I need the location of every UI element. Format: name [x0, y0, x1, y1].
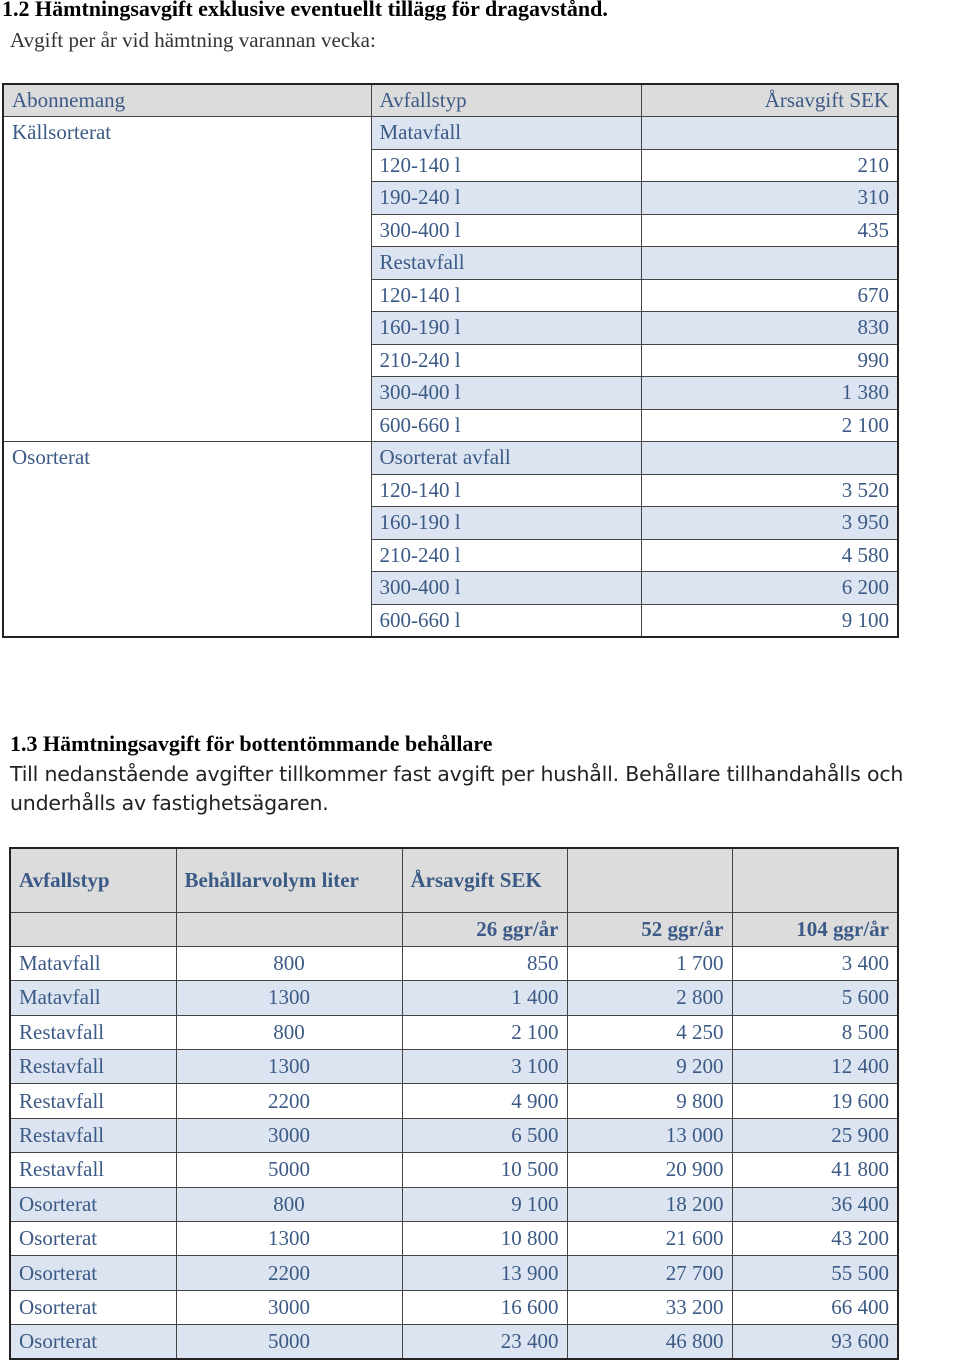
column-header: Avfallstyp	[10, 848, 176, 912]
fee-26-cell: 850	[402, 946, 567, 980]
column-header: Abonnemang	[3, 84, 371, 117]
table-header-row	[10, 848, 898, 912]
table-row	[10, 1290, 898, 1324]
frequency-header	[10, 912, 176, 946]
annual-fee-cell: 210	[641, 149, 898, 182]
annual-fee-table	[2, 83, 899, 638]
fee-52-cell: 9 200	[567, 1050, 732, 1084]
column-header	[567, 848, 732, 912]
container-volume-cell: 2200	[176, 1256, 402, 1290]
waste-type-cell: 190-240 l	[371, 182, 641, 215]
container-volume-cell: 5000	[176, 1153, 402, 1187]
bottom-emptying-fee-table	[9, 847, 899, 1360]
waste-type-cell: 120-140 l	[371, 279, 641, 312]
waste-type-cell: Restavfall	[10, 1050, 176, 1084]
fee-104-cell: 19 600	[732, 1084, 898, 1118]
waste-type-cell: Osorterat	[10, 1325, 176, 1359]
annual-fee-cell: 3 520	[641, 474, 898, 507]
column-header: Avfallstyp	[371, 84, 641, 117]
annual-fee-cell	[641, 247, 898, 280]
fee-104-cell: 3 400	[732, 946, 898, 980]
column-header: Årsavgift SEK	[402, 848, 567, 912]
container-volume-cell: 800	[176, 1187, 402, 1221]
container-volume-cell: 2200	[176, 1084, 402, 1118]
fee-26-cell: 10 500	[402, 1153, 567, 1187]
annual-fee-cell: 6 200	[641, 572, 898, 605]
fee-26-cell: 16 600	[402, 1290, 567, 1324]
container-volume-cell: 800	[176, 1015, 402, 1049]
waste-type-cell: 120-140 l	[371, 474, 641, 507]
table-row	[10, 1153, 898, 1187]
fee-52-cell: 18 200	[567, 1187, 732, 1221]
fee-52-cell: 13 000	[567, 1118, 732, 1152]
frequency-header: 26 ggr/år	[402, 912, 567, 946]
fee-52-cell: 27 700	[567, 1256, 732, 1290]
waste-type-cell: Restavfall	[10, 1118, 176, 1152]
table-row	[10, 1187, 898, 1221]
table-row	[3, 117, 898, 150]
fee-26-cell: 13 900	[402, 1256, 567, 1290]
table-row	[10, 1084, 898, 1118]
waste-type-cell: 300-400 l	[371, 214, 641, 247]
fee-52-cell: 21 600	[567, 1222, 732, 1256]
fee-26-cell: 23 400	[402, 1325, 567, 1359]
table-row	[10, 1050, 898, 1084]
column-header: Behållarvolym liter	[176, 848, 402, 912]
waste-type-cell: Restavfall	[10, 1084, 176, 1118]
section-2-title: 1.3 Hämtningsavgift för bottentömmande behållare	[10, 731, 493, 756]
fee-26-cell: 9 100	[402, 1187, 567, 1221]
fee-26-cell: 1 400	[402, 981, 567, 1015]
annual-fee-cell: 4 580	[641, 539, 898, 572]
waste-type-cell: 600-660 l	[371, 409, 641, 442]
table-row	[10, 946, 898, 980]
section-2-paragraph: Till nedanstående avgifter tillkommer fast avgift per hushåll. Behållare tillhandahålls och underhålls av fastighetsägaren.	[10, 762, 904, 815]
fee-26-cell: 6 500	[402, 1118, 567, 1152]
fee-104-cell: 25 900	[732, 1118, 898, 1152]
fee-104-cell: 41 800	[732, 1153, 898, 1187]
frequency-header: 104 ggr/år	[732, 912, 898, 946]
frequency-header	[176, 912, 402, 946]
waste-type-cell: Matavfall	[10, 946, 176, 980]
waste-type-cell: Matavfall	[371, 117, 641, 150]
container-volume-cell: 3000	[176, 1118, 402, 1152]
waste-type-cell: 210-240 l	[371, 539, 641, 572]
annual-fee-cell: 670	[641, 279, 898, 312]
container-volume-cell: 1300	[176, 1050, 402, 1084]
container-volume-cell: 5000	[176, 1325, 402, 1359]
fee-104-cell: 55 500	[732, 1256, 898, 1290]
fee-52-cell: 2 800	[567, 981, 732, 1015]
table-row	[3, 442, 898, 475]
waste-type-cell: Restavfall	[10, 1153, 176, 1187]
table-row	[10, 1222, 898, 1256]
waste-type-cell: 300-400 l	[371, 377, 641, 410]
fee-104-cell: 5 600	[732, 981, 898, 1015]
annual-fee-cell: 1 380	[641, 377, 898, 410]
table-row	[10, 1015, 898, 1049]
table-row	[10, 1118, 898, 1152]
table-row	[10, 981, 898, 1015]
table-header-row	[3, 84, 898, 117]
section-1-subtitle: Avgift per år vid hämtning varannan vecka:	[10, 28, 376, 52]
fee-52-cell: 9 800	[567, 1084, 732, 1118]
section-1-title: 1.2 Hämtningsavgift exklusive eventuellt tillägg för dragavstånd.	[2, 0, 608, 21]
column-header	[732, 848, 898, 912]
fee-26-cell: 4 900	[402, 1084, 567, 1118]
container-volume-cell: 1300	[176, 1222, 402, 1256]
waste-type-cell: 300-400 l	[371, 572, 641, 605]
fee-52-cell: 46 800	[567, 1325, 732, 1359]
fee-52-cell: 33 200	[567, 1290, 732, 1324]
waste-type-cell: 120-140 l	[371, 149, 641, 182]
fee-52-cell: 20 900	[567, 1153, 732, 1187]
fee-104-cell: 12 400	[732, 1050, 898, 1084]
annual-fee-cell: 435	[641, 214, 898, 247]
fee-104-cell: 36 400	[732, 1187, 898, 1221]
container-volume-cell: 800	[176, 946, 402, 980]
subscription-cell: Källsorterat	[3, 117, 371, 442]
waste-type-cell: Matavfall	[10, 981, 176, 1015]
waste-type-cell: Osorterat	[10, 1187, 176, 1221]
fee-104-cell: 43 200	[732, 1222, 898, 1256]
waste-type-cell: 160-190 l	[371, 312, 641, 345]
fee-26-cell: 2 100	[402, 1015, 567, 1049]
annual-fee-cell: 9 100	[641, 604, 898, 637]
waste-type-cell: 600-660 l	[371, 604, 641, 637]
column-header: Årsavgift SEK	[641, 84, 898, 117]
annual-fee-cell: 3 950	[641, 507, 898, 540]
table-row	[10, 1325, 898, 1359]
waste-type-cell: Osorterat	[10, 1222, 176, 1256]
fee-104-cell: 66 400	[732, 1290, 898, 1324]
annual-fee-cell: 2 100	[641, 409, 898, 442]
annual-fee-cell: 830	[641, 312, 898, 345]
annual-fee-cell: 990	[641, 344, 898, 377]
waste-type-cell: 210-240 l	[371, 344, 641, 377]
annual-fee-cell: 310	[641, 182, 898, 215]
waste-type-cell: Restavfall	[10, 1015, 176, 1049]
fee-104-cell: 8 500	[732, 1015, 898, 1049]
table-subheader-row	[10, 912, 898, 946]
container-volume-cell: 3000	[176, 1290, 402, 1324]
fee-26-cell: 3 100	[402, 1050, 567, 1084]
waste-type-cell: Osorterat	[10, 1290, 176, 1324]
subscription-cell: Osorterat	[3, 442, 371, 637]
fee-52-cell: 1 700	[567, 946, 732, 980]
container-volume-cell: 1300	[176, 981, 402, 1015]
waste-type-cell: Osorterat avfall	[371, 442, 641, 475]
annual-fee-cell	[641, 442, 898, 475]
waste-type-cell: Restavfall	[371, 247, 641, 280]
fee-104-cell: 93 600	[732, 1325, 898, 1359]
waste-type-cell: Osorterat	[10, 1256, 176, 1290]
fee-26-cell: 10 800	[402, 1222, 567, 1256]
fee-52-cell: 4 250	[567, 1015, 732, 1049]
frequency-header: 52 ggr/år	[567, 912, 732, 946]
annual-fee-cell	[641, 117, 898, 150]
waste-type-cell: 160-190 l	[371, 507, 641, 540]
table-row	[10, 1256, 898, 1290]
